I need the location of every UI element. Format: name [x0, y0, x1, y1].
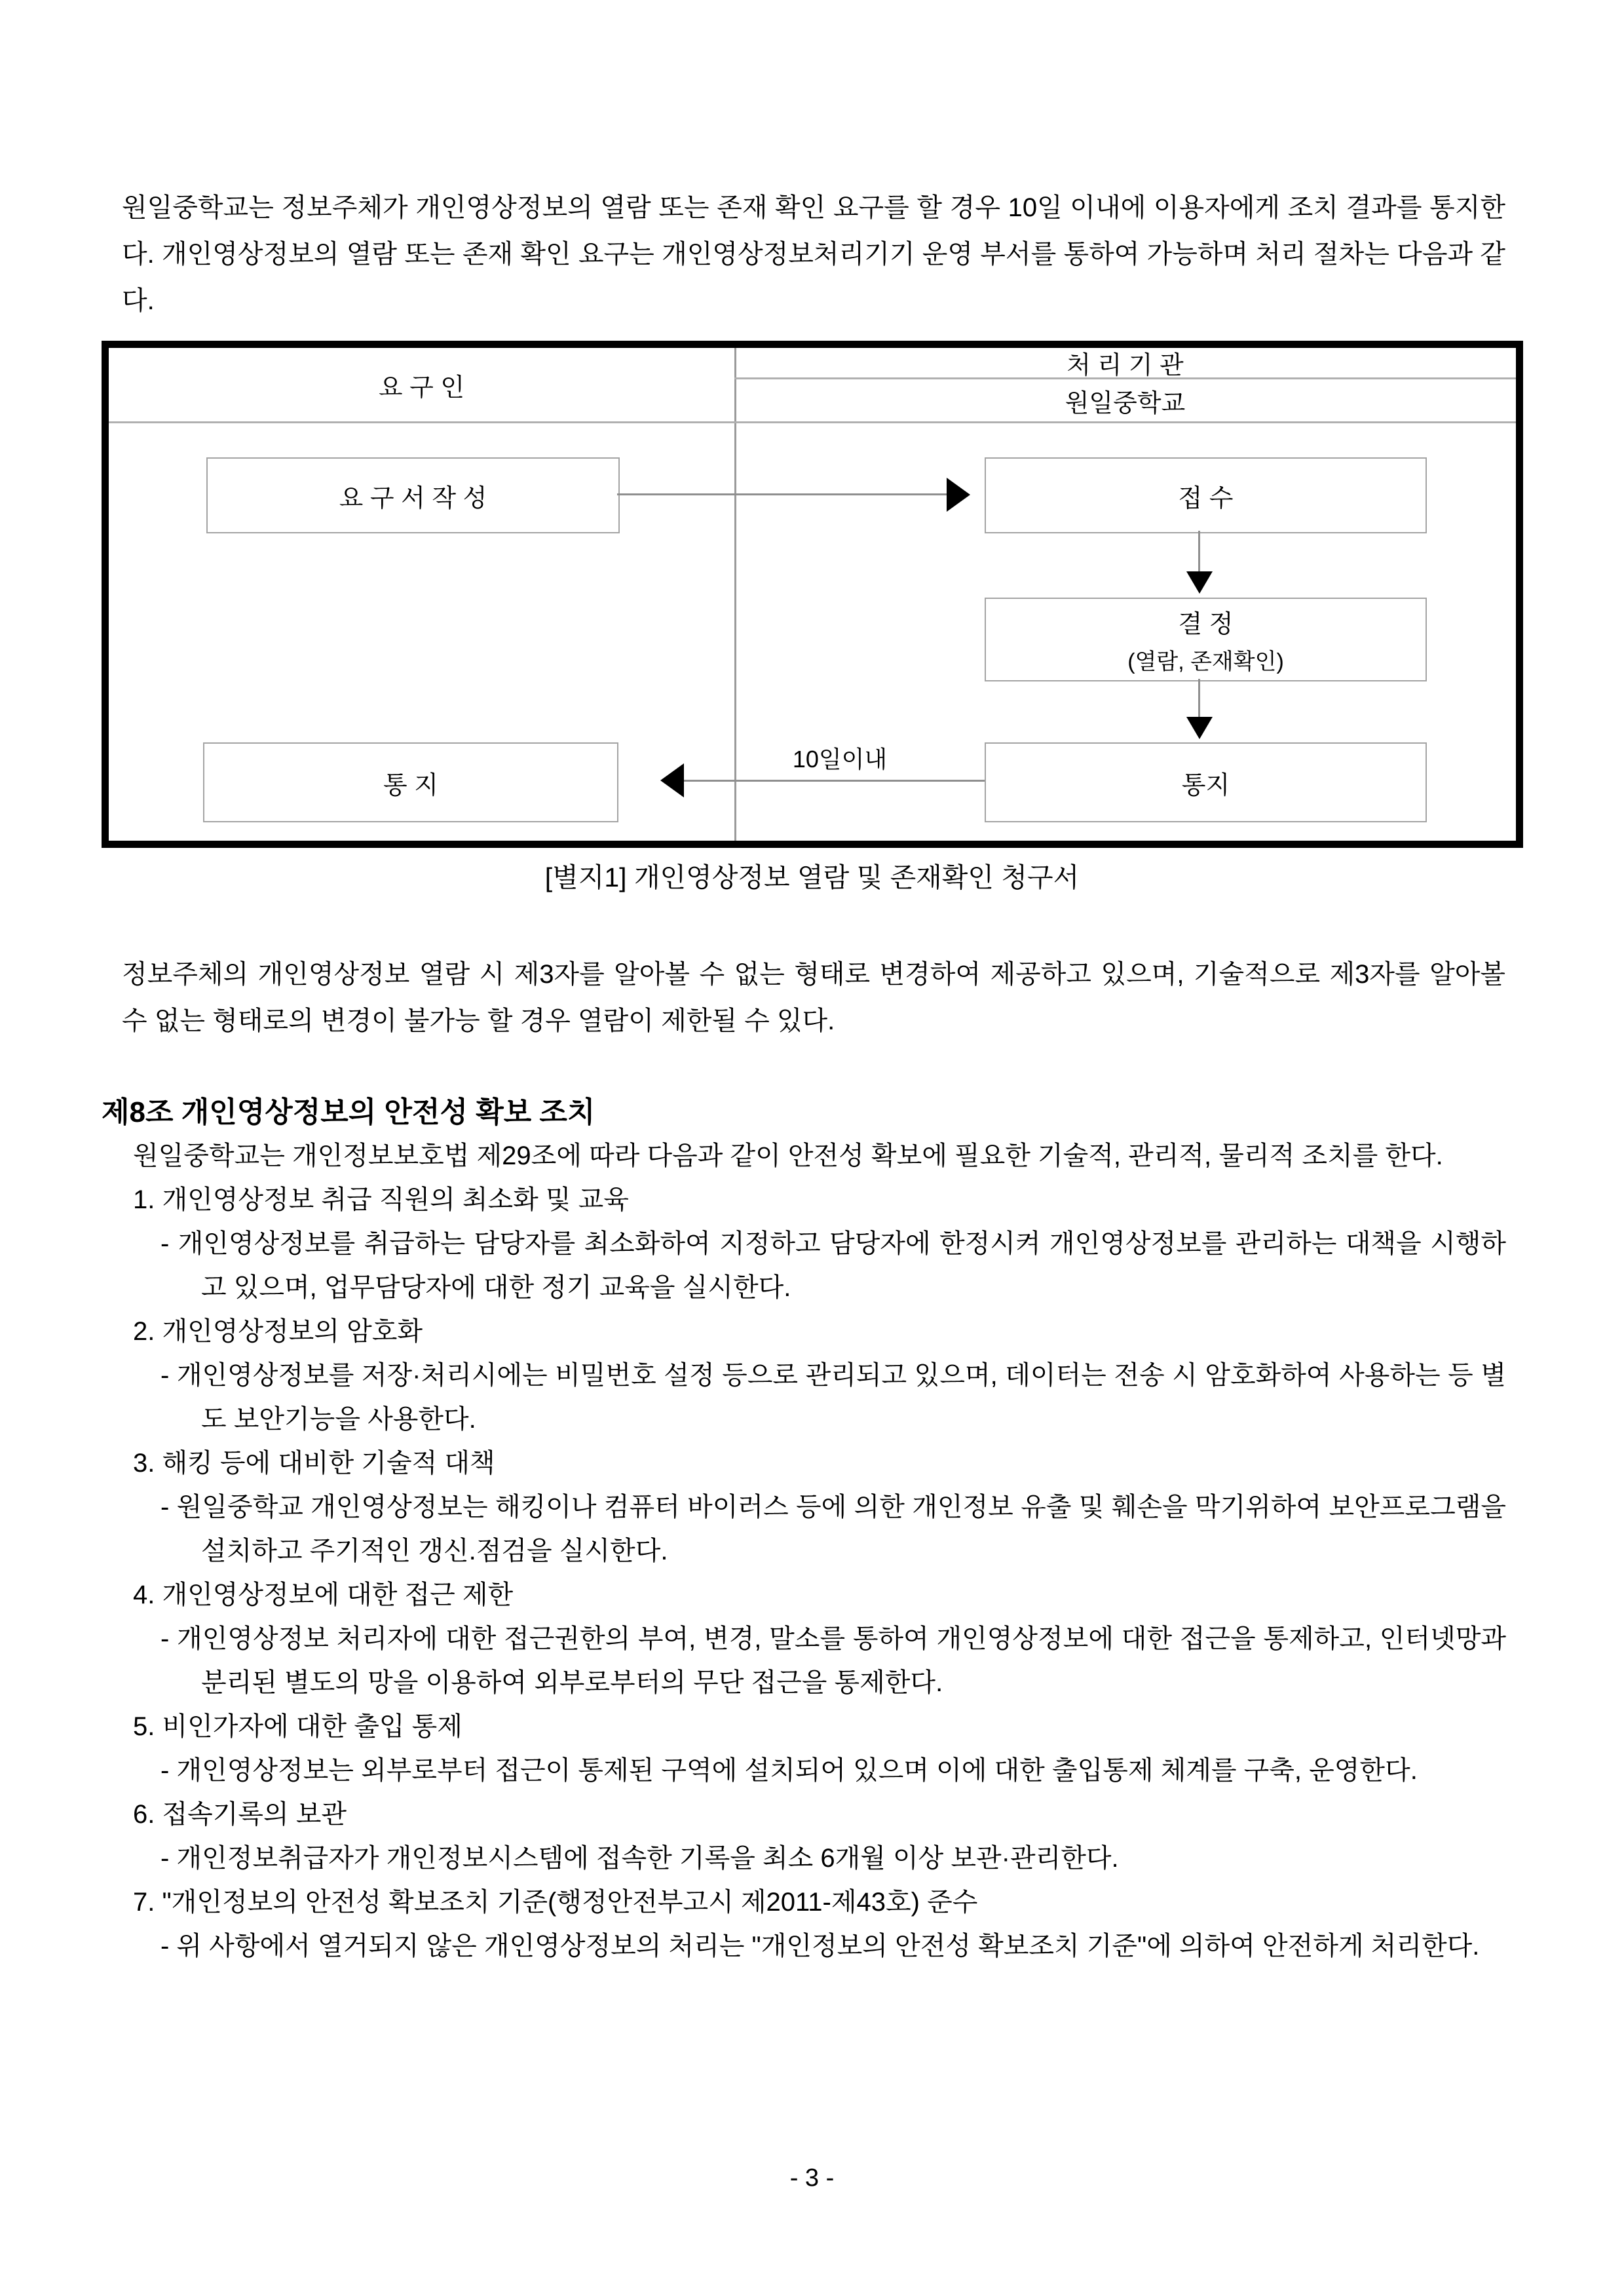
list-item-detail: - 개인영상정보 처리자에 대한 접근권한의 부여, 변경, 말소를 통하여 개인영상정보에 대한 접근을 통제하고, 인터넷망과 분리된 별도의 망을 이용하여 외부로부터의 무단 접근을 통제한다.: [161, 1624, 1506, 1697]
list-item: [133, 1310, 1506, 1442]
flow-box-decision: [985, 598, 1427, 681]
arrow-down-icon: [1186, 571, 1213, 594]
list-item-number: 3.: [133, 1449, 155, 1478]
header-body-divider-line: [109, 421, 1516, 423]
requester-column-header: 요 구 인: [378, 373, 465, 402]
list-item: [133, 1881, 1506, 1968]
list-item-detail: - 개인영상정보를 취급하는 담당자를 최소화하여 지정하고 담당자에 한정시켜 개인영상정보를 관리하는 대책을 시행하고 있으며, 업무담당자에 대한 정기 교육을 실시한다.: [161, 1229, 1506, 1302]
section-intro-paragraph: 원일중학교는 개인정보보호법 제29조에 따라 다음과 같이 안전성 확보에 필요한 기술적, 관리적, 물리적 조치를 한다.: [133, 1141, 1443, 1170]
list-item-detail: - 위 사항에서 열거되지 않은 개인영상정보의 처리는 "개인정보의 안전성 확보조치 기준"에 의하여 안전하게 처리한다.: [161, 1932, 1480, 1961]
list-item: [133, 1442, 1506, 1573]
list-item-number: 1.: [133, 1185, 155, 1214]
flow-box-request-form: [206, 457, 620, 533]
list-item-title: "개인정보의 안전성 확보조치 기준(행정안전부고시 제2011-제43호) 준수: [162, 1888, 978, 1917]
list-item-title: 비인가자에 대한 출입 통제: [162, 1712, 463, 1741]
list-item-title: 개인영상정보에 대한 접근 제한: [162, 1580, 514, 1609]
list-item-detail: - 개인영상정보는 외부로부터 접근이 통제된 구역에 설치되어 있으며 이에 대한 출입통제 체계를 구축, 운영한다.: [161, 1756, 1418, 1785]
flow-box-decision-label: 결 정: [1178, 611, 1234, 638]
flow-box-receipt: [985, 457, 1427, 533]
list-item-title: 개인영상정보의 암호화: [162, 1317, 423, 1346]
list-item: [133, 1705, 1506, 1793]
flow-box-decision-note: (열람, 존재확인): [1127, 649, 1284, 674]
flow-box-notify-agency-label: 통지: [1181, 771, 1230, 799]
flow-box-notify-agency: [985, 742, 1427, 822]
viewing-restriction-paragraph: 정보주체의 개인영상정보 열람 시 제3자를 알아볼 수 없는 형태로 변경하여 제공하고 있으며, 기술적으로 제3자를 알아볼 수 없는 형태로의 변경이 불가능 할 경우 열람이 제한될 수 있다.: [122, 960, 1505, 1035]
list-item-detail: - 원일중학교 개인영상정보는 해킹이나 컴퓨터 바이러스 등에 의한 개인정보 유출 및 훼손을 막기위하여 보안프로그램을 설치하고 주기적인 갱신.점검을 실시한다.: [161, 1493, 1506, 1565]
list-item: [133, 1178, 1506, 1310]
section-heading: 제8조 개인영상정보의 안전성 확보 조치: [102, 1096, 595, 1128]
page-number: - 3 -: [789, 2164, 835, 2192]
list-item-number: 7.: [133, 1888, 155, 1917]
list-item-number: 5.: [133, 1712, 155, 1741]
flow-box-receipt-label: 접 수: [1178, 484, 1234, 512]
list-item: [133, 1793, 1506, 1881]
agency-column-header: 처 리 기 관: [1067, 351, 1184, 379]
process-flowchart: [102, 341, 1523, 848]
connector-receipt-to-decision: [1198, 531, 1200, 571]
list-item-number: 2.: [133, 1317, 155, 1346]
flow-box-notify-requester-label: 통 지: [383, 771, 438, 799]
arrow-down-icon: [1186, 717, 1213, 739]
list-item-number: 4.: [133, 1580, 155, 1609]
intro-paragraph: 원일중학교는 정보주체가 개인영상정보의 열람 또는 존재 확인 요구를 할 경우 10일 이내에 이용자에게 조치 결과를 통지한다. 개인영상정보의 열람 또는 존재 확인 요구는 개인영상정보처리기기 운영 부서를 통하여 가능하며 처리 절차는 다음과 같다.: [122, 193, 1505, 315]
arrow-left-icon: [660, 763, 684, 797]
list-item: [133, 1573, 1506, 1705]
connector-notify-to-requester: [681, 780, 985, 782]
connector-decision-to-notify: [1198, 679, 1200, 717]
arrow-duration-label: 10일이내: [792, 746, 888, 773]
section-body: [133, 1134, 1506, 1968]
flow-box-request-form-label: 요 구 서 작 성: [339, 484, 487, 512]
list-item-detail: - 개인영상정보를 저장·처리시에는 비밀번호 설정 등으로 관리되고 있으며, 데이터는 전송 시 암호화하여 사용하는 등 별도 보안기능을 사용한다.: [161, 1361, 1506, 1434]
attachment-caption: [별지1] 개인영상정보 열람 및 존재확인 청구서: [544, 862, 1080, 892]
list-item-number: 6.: [133, 1800, 155, 1829]
list-item-title: 개인영상정보 취급 직원의 최소화 및 교육: [162, 1185, 629, 1214]
connector-request-to-receipt: [617, 493, 947, 495]
flow-box-notify-requester: [203, 742, 618, 822]
arrow-right-icon: [947, 478, 970, 512]
list-item-detail: - 개인정보취급자가 개인정보시스템에 접속한 기록을 최소 6개월 이상 보관·관리한다.: [161, 1844, 1119, 1873]
list-item-title: 접속기록의 보관: [162, 1800, 347, 1829]
flowchart-inner: [109, 348, 1516, 841]
list-item-title: 해킹 등에 대비한 기술적 대책: [162, 1449, 495, 1478]
agency-name-label: 원일중학교: [1065, 389, 1186, 417]
